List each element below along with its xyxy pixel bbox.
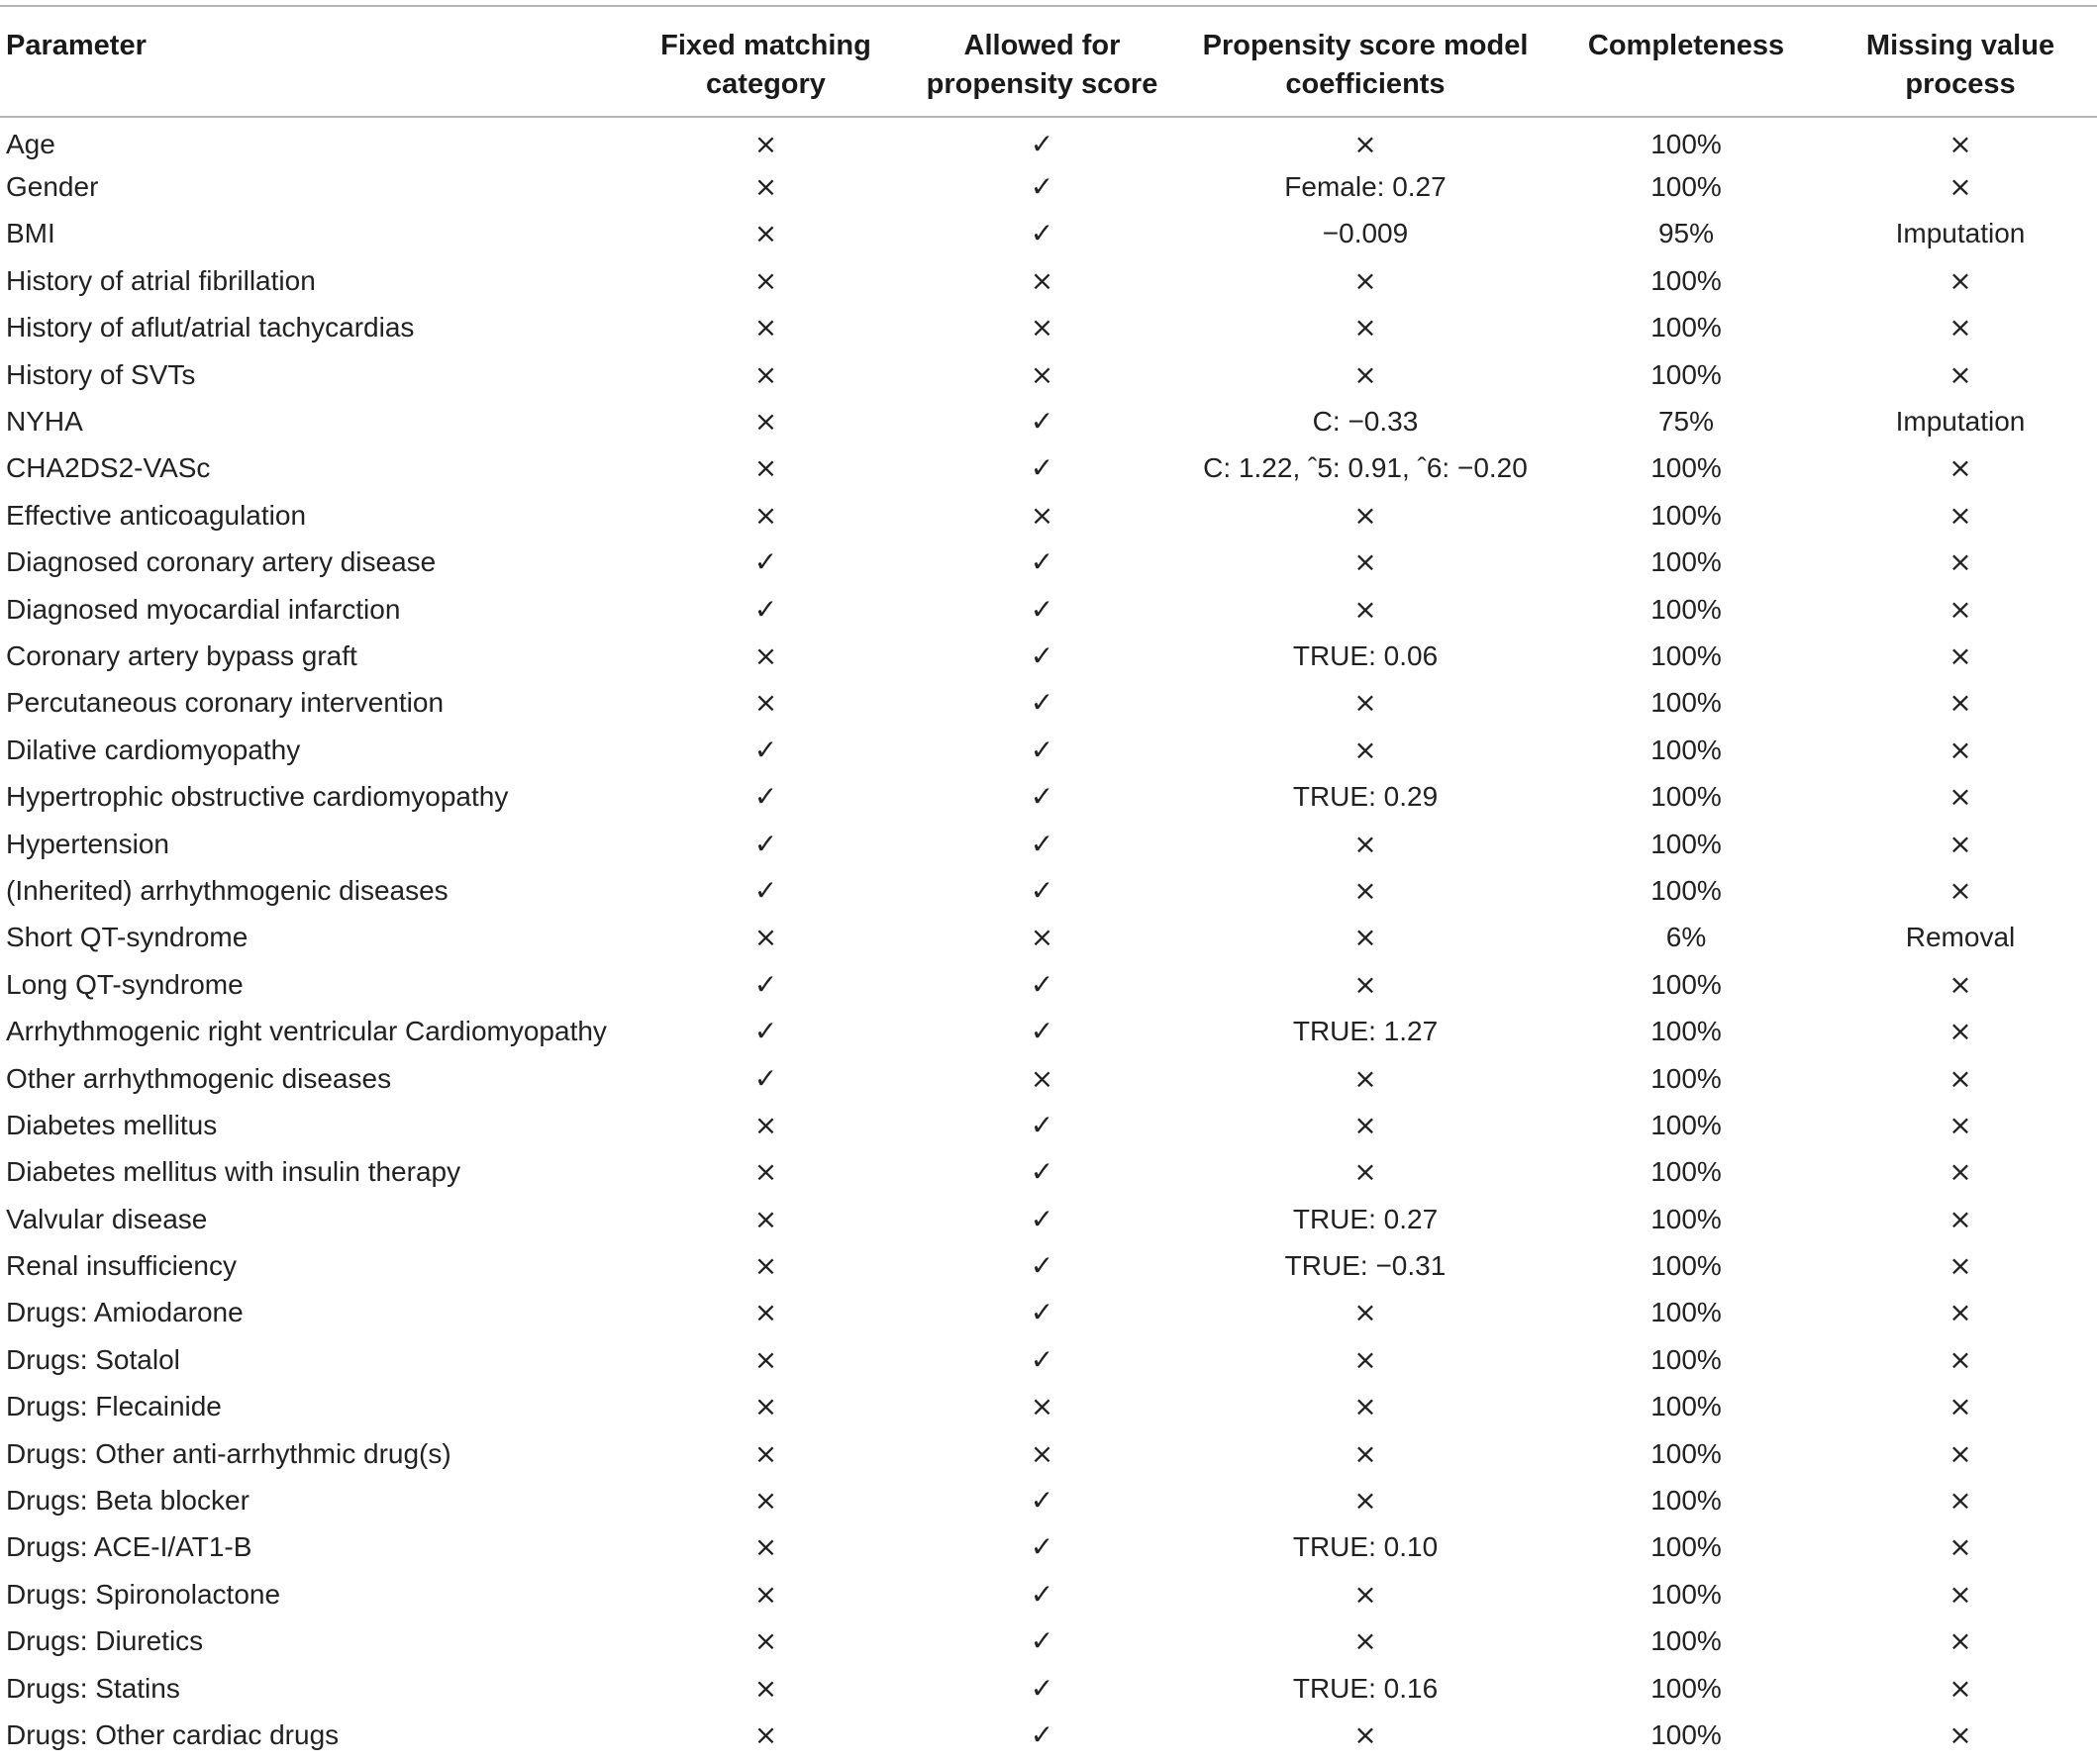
table-row xyxy=(0,1149,2097,1196)
cell-completeness: 100% xyxy=(1650,358,1722,390)
cell-propensity-score-coefficients: × xyxy=(1353,1155,1377,1189)
cell-fixed-matching-category: × xyxy=(753,1249,778,1283)
cell-missing-value-process: × xyxy=(1948,545,1972,579)
cell-propensity-score-coefficients: × xyxy=(1353,498,1377,532)
table-row xyxy=(0,445,2097,492)
cell-allowed-for-propensity-score: × xyxy=(1030,498,1054,532)
cell-parameter: Coronary artery bypass graft xyxy=(6,639,357,671)
cell-completeness: 100% xyxy=(1650,1718,1722,1750)
cell-fixed-matching-category: ✓ xyxy=(753,780,778,814)
cell-propensity-score-coefficients: × xyxy=(1353,263,1377,297)
cell-parameter: BMI xyxy=(6,218,55,249)
cell-parameter: Short QT-syndrome xyxy=(6,922,249,953)
cell-parameter: Arrhythmogenic right ventricular Cardiomyopathy xyxy=(6,1016,607,1047)
table-body xyxy=(0,117,2097,1759)
cell-allowed-for-propensity-score: ✓ xyxy=(1030,873,1054,907)
cell-allowed-for-propensity-score: ✓ xyxy=(1030,1202,1054,1235)
cell-parameter: CHA2DS2-VASc xyxy=(6,452,211,484)
cell-propensity-score-coefficients: × xyxy=(1353,592,1377,626)
cell-fixed-matching-category: × xyxy=(753,1202,778,1235)
cell-parameter: Diabetes mellitus with insulin therapy xyxy=(6,1156,461,1188)
cell-allowed-for-propensity-score: ✓ xyxy=(1030,733,1054,766)
cell-propensity-score-coefficients: × xyxy=(1353,311,1377,344)
cell-fixed-matching-category: ✓ xyxy=(753,733,778,766)
cell-completeness: 100% xyxy=(1650,1016,1722,1047)
table-row xyxy=(0,1477,2097,1523)
cell-parameter: Drugs: Spironolactone xyxy=(6,1578,281,1610)
cell-missing-value-process: × xyxy=(1948,1155,1972,1189)
cell-allowed-for-propensity-score: ✓ xyxy=(1030,1577,1054,1611)
table-row xyxy=(0,492,2097,539)
table-row xyxy=(0,117,2097,163)
table-row xyxy=(0,1242,2097,1289)
cell-allowed-for-propensity-score: ✓ xyxy=(1030,1249,1054,1283)
cell-missing-value-process: × xyxy=(1948,1530,1972,1564)
cell-parameter: Drugs: Other anti-arrhythmic drug(s) xyxy=(6,1437,451,1469)
cell-parameter: Diagnosed coronary artery disease xyxy=(6,546,437,578)
cell-parameter: Drugs: Other cardiac drugs xyxy=(6,1718,340,1750)
cell-fixed-matching-category: ✓ xyxy=(753,827,778,860)
cell-propensity-score-coefficients: × xyxy=(1353,827,1377,860)
cell-allowed-for-propensity-score: ✓ xyxy=(1030,827,1054,860)
cell-fixed-matching-category: × xyxy=(753,1296,778,1329)
cell-completeness: 75% xyxy=(1657,406,1715,438)
cell-allowed-for-propensity-score: ✓ xyxy=(1030,638,1054,672)
cell-completeness: 100% xyxy=(1650,968,1722,1000)
cell-allowed-for-propensity-score: ✓ xyxy=(1030,592,1054,626)
cell-parameter: Diabetes mellitus xyxy=(6,1109,218,1140)
cell-allowed-for-propensity-score: × xyxy=(1030,357,1054,391)
cell-propensity-score-coefficients: × xyxy=(1353,1342,1377,1376)
cell-allowed-for-propensity-score: × xyxy=(1030,1436,1054,1470)
cell-fixed-matching-category: × xyxy=(753,1624,778,1658)
table-row xyxy=(0,961,2097,1008)
table-header xyxy=(0,6,2097,117)
cell-parameter: History of aflut/atrial tachycardias xyxy=(6,312,415,343)
cell-completeness: 100% xyxy=(1650,687,1722,719)
cell-missing-value-process: × xyxy=(1948,1249,1972,1283)
cell-missing-value-process: × xyxy=(1948,1717,1972,1751)
cell-completeness: 100% xyxy=(1650,1250,1722,1282)
table-row xyxy=(0,398,2097,444)
cell-parameter: Drugs: Diuretics xyxy=(6,1625,204,1657)
cell-missing-value-process: × xyxy=(1948,1624,1972,1658)
table-row xyxy=(0,1384,2097,1430)
cell-propensity-score-coefficients: TRUE: 0.27 xyxy=(1292,1203,1439,1234)
cell-parameter: History of SVTs xyxy=(6,358,196,390)
table-row xyxy=(0,1571,2097,1617)
cell-allowed-for-propensity-score: ✓ xyxy=(1030,405,1054,439)
cell-propensity-score-coefficients: × xyxy=(1353,128,1377,161)
cell-fixed-matching-category: × xyxy=(753,1390,778,1423)
cell-parameter: Gender xyxy=(6,171,99,203)
cell-completeness: 100% xyxy=(1650,264,1722,296)
cell-fixed-matching-category: × xyxy=(753,686,778,720)
cell-allowed-for-propensity-score: ✓ xyxy=(1030,170,1054,204)
cell-allowed-for-propensity-score: ✓ xyxy=(1030,1296,1054,1329)
cell-missing-value-process: Imputation xyxy=(1895,218,2026,249)
cell-missing-value-process: × xyxy=(1948,1390,1972,1423)
cell-allowed-for-propensity-score: ✓ xyxy=(1030,1108,1054,1141)
cell-missing-value-process: × xyxy=(1948,128,1972,161)
cell-fixed-matching-category: × xyxy=(753,1484,778,1518)
table-row xyxy=(0,1102,2097,1148)
cell-completeness: 100% xyxy=(1650,1203,1722,1234)
cell-missing-value-process: × xyxy=(1948,1108,1972,1141)
cell-fixed-matching-category: × xyxy=(753,217,778,250)
cell-propensity-score-coefficients: × xyxy=(1353,1108,1377,1141)
cell-propensity-score-coefficients: C: 1.22, ˆ5: 0.91, ˆ6: −0.20 xyxy=(1203,452,1528,484)
table-row xyxy=(0,1008,2097,1054)
cell-allowed-for-propensity-score: ✓ xyxy=(1030,1530,1054,1564)
cell-fixed-matching-category: × xyxy=(753,1577,778,1611)
cell-completeness: 95% xyxy=(1657,218,1715,249)
cell-allowed-for-propensity-score: ✓ xyxy=(1030,1717,1054,1751)
cell-completeness: 100% xyxy=(1650,1531,1722,1563)
table-row xyxy=(0,821,2097,867)
cell-parameter: Diagnosed myocardial infarction xyxy=(6,593,401,625)
cell-completeness: 100% xyxy=(1650,1437,1722,1469)
table-row xyxy=(0,539,2097,586)
cell-completeness: 100% xyxy=(1650,781,1722,813)
cell-fixed-matching-category: × xyxy=(753,1530,778,1564)
cell-missing-value-process: × xyxy=(1948,170,1972,204)
cell-completeness: 100% xyxy=(1650,499,1722,531)
table-row xyxy=(0,1055,2097,1102)
cell-missing-value-process: × xyxy=(1948,1202,1972,1235)
table-row xyxy=(0,867,2097,914)
cell-fixed-matching-category: × xyxy=(753,1717,778,1751)
cell-allowed-for-propensity-score: ✓ xyxy=(1030,1342,1054,1376)
cell-missing-value-process: × xyxy=(1948,1296,1972,1329)
header-row xyxy=(0,6,2097,117)
cell-completeness: 100% xyxy=(1650,129,1722,160)
cell-completeness: 100% xyxy=(1650,1578,1722,1610)
cell-propensity-score-coefficients: TRUE: 1.27 xyxy=(1292,1016,1439,1047)
cell-completeness: 100% xyxy=(1650,1625,1722,1657)
cell-fixed-matching-category: ✓ xyxy=(753,545,778,579)
cell-allowed-for-propensity-score: ✓ xyxy=(1030,545,1054,579)
cell-allowed-for-propensity-score: ✓ xyxy=(1030,686,1054,720)
cell-fixed-matching-category: × xyxy=(753,498,778,532)
cell-completeness: 100% xyxy=(1650,1485,1722,1517)
cell-propensity-score-coefficients: × xyxy=(1353,967,1377,1001)
table-row xyxy=(0,163,2097,210)
cell-fixed-matching-category: ✓ xyxy=(753,1061,778,1095)
cell-allowed-for-propensity-score: ✓ xyxy=(1030,217,1054,250)
cell-propensity-score-coefficients: × xyxy=(1353,1717,1377,1751)
cell-fixed-matching-category: ✓ xyxy=(753,873,778,907)
cell-fixed-matching-category: × xyxy=(753,128,778,161)
cell-missing-value-process: × xyxy=(1948,638,1972,672)
cell-allowed-for-propensity-score: ✓ xyxy=(1030,128,1054,161)
header-allowed-for-propensity-score: Allowed for propensity score xyxy=(902,6,1182,117)
cell-missing-value-process: × xyxy=(1948,498,1972,532)
cell-missing-value-process: × xyxy=(1948,733,1972,766)
cell-parameter: Long QT-syndrome xyxy=(6,968,244,1000)
table-row xyxy=(0,1196,2097,1242)
cell-fixed-matching-category: × xyxy=(753,1342,778,1376)
cell-propensity-score-coefficients: TRUE: 0.10 xyxy=(1292,1531,1439,1563)
cell-fixed-matching-category: × xyxy=(753,263,778,297)
cell-fixed-matching-category: × xyxy=(753,405,778,439)
cell-propensity-score-coefficients: × xyxy=(1353,686,1377,720)
cell-fixed-matching-category: × xyxy=(753,1671,778,1705)
cell-allowed-for-propensity-score: ✓ xyxy=(1030,1015,1054,1048)
cell-missing-value-process: × xyxy=(1948,1484,1972,1518)
cell-missing-value-process: × xyxy=(1948,827,1972,860)
cell-parameter: Drugs: Beta blocker xyxy=(6,1485,250,1517)
cell-allowed-for-propensity-score: × xyxy=(1030,1061,1054,1095)
table-row xyxy=(0,586,2097,633)
cell-parameter: Valvular disease xyxy=(6,1203,208,1234)
cell-fixed-matching-category: ✓ xyxy=(753,592,778,626)
cell-allowed-for-propensity-score: ✓ xyxy=(1030,1155,1054,1189)
cell-propensity-score-coefficients: × xyxy=(1353,1436,1377,1470)
cell-completeness: 100% xyxy=(1650,639,1722,671)
cell-missing-value-process: × xyxy=(1948,1577,1972,1611)
table-row xyxy=(0,1430,2097,1477)
cell-fixed-matching-category: × xyxy=(753,1108,778,1141)
cell-fixed-matching-category: × xyxy=(753,451,778,485)
header-missing-value-process: Missing value process xyxy=(1824,6,2097,117)
cell-allowed-for-propensity-score: × xyxy=(1030,263,1054,297)
cell-allowed-for-propensity-score: × xyxy=(1030,921,1054,954)
cell-allowed-for-propensity-score: × xyxy=(1030,311,1054,344)
parameters-table xyxy=(0,5,2097,1759)
cell-completeness: 100% xyxy=(1650,1343,1722,1375)
table-row xyxy=(0,351,2097,398)
cell-completeness: 100% xyxy=(1650,1391,1722,1422)
header-completeness: Completeness xyxy=(1548,6,1824,117)
cell-missing-value-process: × xyxy=(1948,451,1972,485)
cell-parameter: Dilative cardiomyopathy xyxy=(6,734,301,765)
cell-propensity-score-coefficients: TRUE: −0.31 xyxy=(1284,1250,1447,1282)
cell-parameter: Other arrhythmogenic diseases xyxy=(6,1062,392,1094)
cell-completeness: 100% xyxy=(1650,546,1722,578)
cell-propensity-score-coefficients: × xyxy=(1353,357,1377,391)
cell-missing-value-process: Removal xyxy=(1905,922,2016,953)
cell-allowed-for-propensity-score: ✓ xyxy=(1030,451,1054,485)
cell-completeness: 100% xyxy=(1650,828,1722,859)
cell-allowed-for-propensity-score: ✓ xyxy=(1030,780,1054,814)
cell-propensity-score-coefficients: TRUE: 0.29 xyxy=(1292,781,1439,813)
cell-missing-value-process: × xyxy=(1948,1436,1972,1470)
table-row xyxy=(0,633,2097,679)
cell-propensity-score-coefficients: TRUE: 0.16 xyxy=(1292,1672,1439,1704)
cell-propensity-score-coefficients: × xyxy=(1353,1577,1377,1611)
table-row xyxy=(0,1524,2097,1571)
cell-missing-value-process: × xyxy=(1948,873,1972,907)
cell-completeness: 100% xyxy=(1650,1297,1722,1328)
cell-propensity-score-coefficients: × xyxy=(1353,873,1377,907)
cell-fixed-matching-category: × xyxy=(753,1436,778,1470)
cell-parameter: Drugs: Statins xyxy=(6,1672,180,1704)
cell-fixed-matching-category: ✓ xyxy=(753,967,778,1001)
header-propensity-score-model-coefficients: Propensity score model coefficients xyxy=(1182,6,1548,117)
cell-propensity-score-coefficients: Female: 0.27 xyxy=(1284,171,1447,203)
cell-allowed-for-propensity-score: × xyxy=(1030,1390,1054,1423)
cell-missing-value-process: Imputation xyxy=(1895,406,2026,438)
table-row xyxy=(0,305,2097,351)
cell-parameter: Age xyxy=(6,129,55,160)
cell-propensity-score-coefficients: × xyxy=(1353,1061,1377,1095)
cell-parameter: History of atrial fibrillation xyxy=(6,264,316,296)
cell-allowed-for-propensity-score: ✓ xyxy=(1030,1671,1054,1705)
table-row xyxy=(0,915,2097,961)
cell-parameter: Drugs: Amiodarone xyxy=(6,1297,244,1328)
cell-completeness: 100% xyxy=(1650,1156,1722,1188)
cell-missing-value-process: × xyxy=(1948,780,1972,814)
cell-completeness: 100% xyxy=(1650,1062,1722,1094)
cell-missing-value-process: × xyxy=(1948,1671,1972,1705)
table-row xyxy=(0,257,2097,304)
table-row xyxy=(0,1336,2097,1383)
cell-propensity-score-coefficients: TRUE: 0.06 xyxy=(1292,639,1439,671)
table-row xyxy=(0,1618,2097,1665)
cell-completeness: 6% xyxy=(1665,922,1707,953)
cell-completeness: 100% xyxy=(1650,1672,1722,1704)
cell-missing-value-process: × xyxy=(1948,311,1972,344)
cell-fixed-matching-category: × xyxy=(753,638,778,672)
cell-completeness: 100% xyxy=(1650,593,1722,625)
cell-parameter: Drugs: ACE-I/AT1-B xyxy=(6,1531,252,1563)
cell-completeness: 100% xyxy=(1650,874,1722,906)
table-row xyxy=(0,680,2097,727)
cell-parameter: Drugs: Sotalol xyxy=(6,1343,180,1375)
cell-parameter: Hypertrophic obstructive cardiomyopathy xyxy=(6,781,509,813)
cell-missing-value-process: × xyxy=(1948,263,1972,297)
header-fixed-matching-category: Fixed matching category xyxy=(630,6,902,117)
cell-propensity-score-coefficients: × xyxy=(1353,1484,1377,1518)
cell-fixed-matching-category: × xyxy=(753,311,778,344)
table-row xyxy=(0,727,2097,773)
cell-propensity-score-coefficients: × xyxy=(1353,733,1377,766)
cell-parameter: Percutaneous coronary intervention xyxy=(6,687,445,719)
cell-completeness: 100% xyxy=(1650,1109,1722,1140)
cell-parameter: Renal insufficiency xyxy=(6,1250,237,1282)
cell-completeness: 100% xyxy=(1650,452,1722,484)
table-row xyxy=(0,1665,2097,1712)
cell-missing-value-process: × xyxy=(1948,1061,1972,1095)
table-row xyxy=(0,773,2097,820)
cell-fixed-matching-category: × xyxy=(753,357,778,391)
cell-propensity-score-coefficients: × xyxy=(1353,1624,1377,1658)
cell-completeness: 100% xyxy=(1650,734,1722,765)
cell-propensity-score-coefficients: × xyxy=(1353,1390,1377,1423)
cell-propensity-score-coefficients: C: −0.33 xyxy=(1312,406,1419,438)
cell-allowed-for-propensity-score: ✓ xyxy=(1030,1624,1054,1658)
table-row xyxy=(0,211,2097,257)
cell-fixed-matching-category: × xyxy=(753,1155,778,1189)
cell-missing-value-process: × xyxy=(1948,592,1972,626)
cell-completeness: 100% xyxy=(1650,312,1722,343)
table-row xyxy=(0,1712,2097,1758)
cell-parameter: NYHA xyxy=(6,406,83,438)
cell-missing-value-process: × xyxy=(1948,357,1972,391)
cell-parameter: Drugs: Flecainide xyxy=(6,1391,222,1422)
cell-missing-value-process: × xyxy=(1948,1342,1972,1376)
cell-missing-value-process: × xyxy=(1948,967,1972,1001)
cell-fixed-matching-category: × xyxy=(753,170,778,204)
cell-completeness: 100% xyxy=(1650,171,1722,203)
cell-allowed-for-propensity-score: ✓ xyxy=(1030,1484,1054,1518)
cell-propensity-score-coefficients: × xyxy=(1353,545,1377,579)
cell-propensity-score-coefficients: × xyxy=(1353,921,1377,954)
cell-propensity-score-coefficients: × xyxy=(1353,1296,1377,1329)
cell-parameter: (Inherited) arrhythmogenic diseases xyxy=(6,874,449,906)
cell-allowed-for-propensity-score: ✓ xyxy=(1030,967,1054,1001)
cell-propensity-score-coefficients: −0.009 xyxy=(1322,218,1409,249)
cell-parameter: Hypertension xyxy=(6,828,169,859)
cell-missing-value-process: × xyxy=(1948,686,1972,720)
cell-fixed-matching-category: × xyxy=(753,921,778,954)
header-parameter: Parameter xyxy=(0,6,630,117)
table-row xyxy=(0,1290,2097,1336)
cell-missing-value-process: × xyxy=(1948,1015,1972,1048)
cell-parameter: Effective anticoagulation xyxy=(6,499,307,531)
cell-fixed-matching-category: ✓ xyxy=(753,1015,778,1048)
